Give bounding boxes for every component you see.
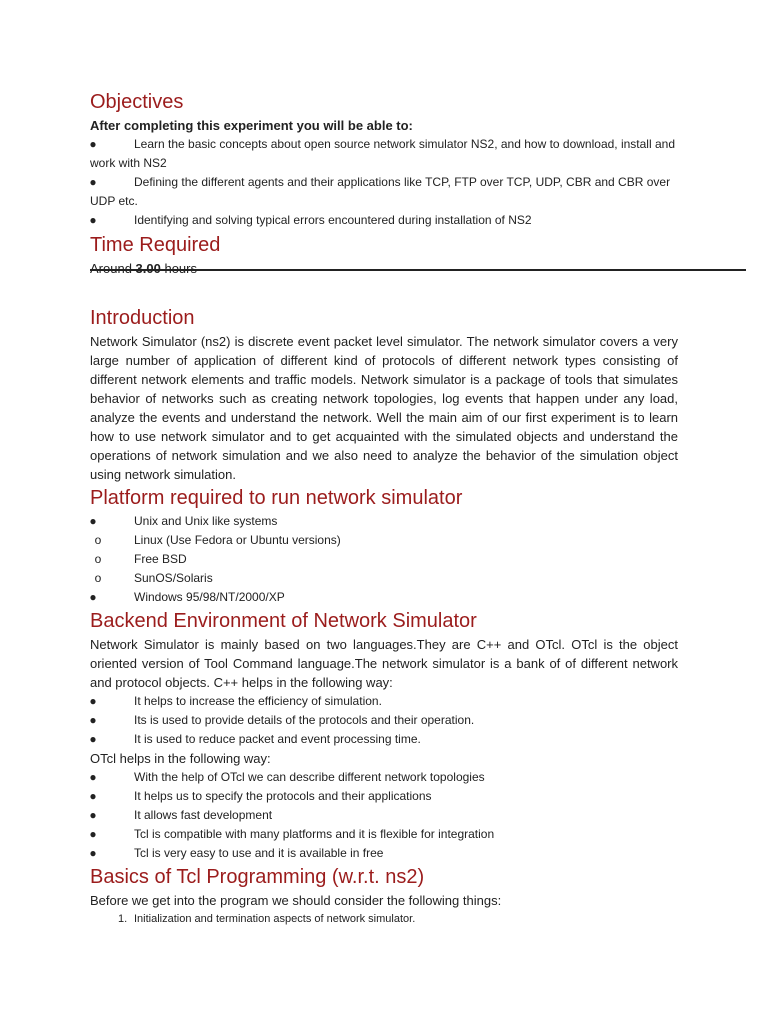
list-item: ● Unix and Unix like systems bbox=[90, 512, 678, 531]
list-item: ● Its is used to provide details of the protocols and their operation. bbox=[90, 711, 678, 730]
sub-bullet-icon: o bbox=[94, 552, 102, 566]
list-item: ● Learn the basic concepts about open source network simulator NS2, and how to download, install and work with NS2 bbox=[89, 137, 675, 170]
sub-bullet-icon: o bbox=[94, 571, 102, 585]
platform-list bbox=[90, 512, 678, 607]
platform-heading: Platform required to run network simulator bbox=[90, 487, 463, 509]
bullet-icon: ● bbox=[89, 137, 97, 151]
objectives-intro: After completing this experiment you will be able to: bbox=[90, 118, 413, 133]
list-item: ● It helps us to specify the protocols and their applications bbox=[90, 787, 678, 806]
objectives-heading: Objectives bbox=[90, 91, 184, 113]
backend-body: Network Simulator is mainly based on two languages.They are C++ and OTcl. OTcl is the object oriented version of Tool Command language.The network simulator is a bank of of different network and protocol objects. C++ helps in the following way: bbox=[90, 637, 678, 690]
bullet-icon: ● bbox=[89, 590, 97, 604]
list-item: ● Tcl is compatible with many platforms and it is flexible for integration bbox=[90, 825, 678, 844]
list-item: ● With the help of OTcl we can describe different network topologies bbox=[90, 768, 678, 787]
list-number: 1. bbox=[118, 913, 128, 925]
list-item: ● Defining the different agents and their applications like TCP, FTP over TCP, UDP, CBR and CBR over UDP etc. bbox=[89, 175, 671, 208]
section-divider bbox=[90, 269, 746, 271]
bullet-icon: ● bbox=[89, 694, 97, 708]
list-item: ● Windows 95/98/NT/2000/XP bbox=[90, 588, 678, 607]
list-item: 1. Initialization and termination aspects of network simulator. bbox=[90, 910, 678, 929]
list-item: ● Tcl is very easy to use and it is available in free bbox=[90, 844, 678, 863]
list-item: o Linux (Use Fedora or Ubuntu versions) bbox=[90, 531, 678, 550]
list-item: o SunOS/Solaris bbox=[90, 569, 678, 588]
bullet-icon: ● bbox=[89, 770, 97, 784]
bullet-icon: ● bbox=[89, 827, 97, 841]
list-item: ● It allows fast development bbox=[90, 806, 678, 825]
tcl-list bbox=[90, 910, 678, 929]
bullet-icon: ● bbox=[89, 846, 97, 860]
tcl-intro: Before we get into the program we should consider the following things: bbox=[90, 893, 502, 908]
bullet-icon: ● bbox=[89, 175, 97, 189]
introduction-heading: Introduction bbox=[90, 307, 195, 329]
introduction-body: Network Simulator (ns2) is discrete event packet level simulator. The network simulator covers a very large number of application of different kind of protocols of different network types consisting of different network elements and traffic models. Network simulator is a package of tools that simulates behavior of networks such as creating network topologies, log events that happen under any load, analyze the events and understand the network. Well the main aim of our first experiment is to learn how to use network simulator and to get acquainted with the simulated objects and understand the operations of network simulation and we also need to analyze the behavior of the simulation object using network simulation. bbox=[90, 334, 678, 482]
tcl-heading: Basics of Tcl Programming (w.r.t. ns2) bbox=[90, 866, 425, 888]
list-item: o Free BSD bbox=[90, 550, 678, 569]
objectives-list bbox=[90, 135, 678, 230]
bullet-icon: ● bbox=[89, 808, 97, 822]
otcl-intro: OTcl helps in the following way: bbox=[90, 751, 271, 766]
bullet-icon: ● bbox=[89, 789, 97, 803]
backend-heading: Backend Environment of Network Simulator bbox=[90, 610, 477, 632]
bullet-icon: ● bbox=[89, 514, 97, 528]
document-page bbox=[90, 88, 678, 929]
time-required-text: Around 3.00 hours bbox=[90, 261, 197, 276]
list-item: ● Identifying and solving typical errors encountered during installation of NS2 bbox=[90, 211, 678, 230]
bullet-icon: ● bbox=[89, 713, 97, 727]
otcl-list bbox=[90, 768, 678, 863]
bullet-icon: ● bbox=[89, 732, 97, 746]
cpp-list bbox=[90, 692, 678, 749]
list-item: ● It helps to increase the efficiency of simulation. bbox=[90, 692, 678, 711]
sub-bullet-icon: o bbox=[94, 533, 102, 547]
list-item: ● It is used to reduce packet and event processing time. bbox=[90, 730, 678, 749]
bullet-icon: ● bbox=[89, 213, 97, 227]
time-required-heading: Time Required bbox=[90, 234, 221, 256]
